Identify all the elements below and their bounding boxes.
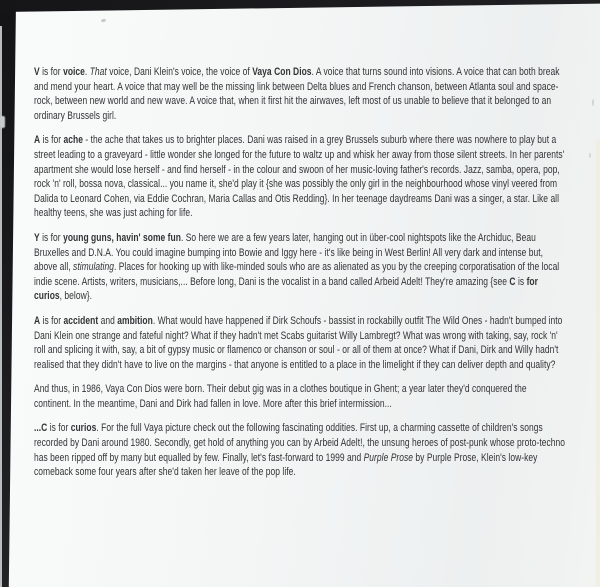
dust-speck [592,99,594,106]
text-run: accident [63,314,99,327]
text-run: Purple Prose [363,451,414,464]
text-run: is for [39,231,64,244]
text-run: is for [40,134,64,147]
text-run: is [515,275,527,288]
text-run: by Purple Prose, Klein's low-key comeback some four years after she'd taken her leave of the pop life. [34,451,538,479]
text-run: . [84,66,90,78]
text-run: ...C [34,422,48,435]
paragraph [34,421,565,479]
text-run: . For the full Vaya picture check out the following fascinating oddities. First up, a charming cassette of children's songs recorded by Dani around 1980. Secondly, get hold of anything you can by Arbeid Adelt!, the unsung heroes of post-punk whose proto-techno has been ripped off by many but equalled by few. Finally, let's fast-forward to 1999 and [34,422,566,464]
text-run: is for [47,422,71,435]
text-run: for curios [34,275,538,303]
text-run: , below}. [59,290,93,303]
paragraph [34,133,565,221]
dust-speck [101,18,107,22]
text-run: is for [40,314,64,327]
text-run: is for [39,66,64,78]
left-edge-notch [0,116,5,128]
liner-notes-text [34,65,565,480]
text-run: stimulating [73,261,114,274]
left-edge-highlight [0,26,2,587]
text-run: A [34,314,41,327]
paragraph [34,314,565,372]
dust-speck [589,153,591,158]
text-run: That [89,66,107,78]
paragraph [34,231,565,304]
text-run: voice, Dani Klein's voice, the voice of [106,66,253,78]
text-run: . What would have happened if Dirk Schoufs - bassist in rockabilly outfit The Wild Ones - hadn't bumped into Dani Klein one strange and fateful night? What if they hadn't met Scabs guitarist Willy Lambregt? What was wrong with taking, say, rock 'n' roll and splicing it with, say, a bit of gypsy music or flamenco or chanson or soul - or all of them at once? What if Dani, Dirk and Willy hadn't realised that they didn't have to live on the margins - that anyone is entitled to a place in the limelight if they can deliver depth and quality? [34,314,563,371]
text-run: and [98,314,118,327]
text-run: ambition [117,314,153,327]
text-run: Vaya Con Dios [252,66,312,78]
scan-edge-left [0,0,16,587]
text-run: . So here we are a few years later, hanging out in über-cool nightspots like the Archiduc, Beau Bruxelles and D.N.A. You could imagine bumping into Bowie and Iggy here - it's like being in West Berlin! All very dark and intense but, above all, [34,231,544,274]
scan-edge-top [0,0,600,12]
text-run: . A voice that turns sound into visions. A voice that can both break and mend your heart. A voice that may well be the missing link between Delta blues and French chanson, between Atlanta soul and space-rock, between new world and new wave. A voice that, when it first hit the airwaves, left most of us unable to believe that it belonged to an ordinary Brussels girl. [34,66,560,122]
text-run: Y [34,231,40,244]
text-run: . Places for hooking up with like-minded souls who are as alienated as you by the creeping corporatisation of the local indie scene. Artists, writers, musicians,... Before long, Dani is the vocalist in a band called Arbeid Adelt! They're amazing {see [34,261,560,288]
text-run: young guns, havin' some fun [63,231,181,244]
text-run: V [34,66,40,78]
paragraph [34,382,565,411]
text-run: And thus, in 1986, Vaya Con Dios were born. Their debut gig was in a clothes boutique in Ghent; a year later they'd conquered the continent. In the meantime, Dani and Dirk had fallen in love. More after this brief intermission... [34,383,527,410]
right-edge-warm-strip [596,140,600,587]
paragraph [34,65,565,123]
text-run: - the ache that takes us to brighter places. Dani was raised in a grey Brussels suburb where there was nowhere to play but a street leading to a graveyard - little wonder she longed for the future to waltz up and whisk her away from those silent streets. In her parents' apartment she would lose herself - and find herself - in the colour and swoon of her music-loving father's records. Jazz, samba, opera, pop, rock 'n' roll, bossa nova, classical... you name it, she'd play it {she was possibly the only girl in the neighbourhood whose vinyl veered from Dalida to Leonard Cohen, via Eddie Cochran, Maria Callas and Otis Redding}. In her teenage daydreams Dani was a singer, a star. Like all healthy teens, she was just aching for life. [34,134,565,220]
text-run: C [509,275,516,288]
text-run: A [34,134,41,147]
text-run: curios [70,422,97,435]
text-run: voice [63,66,85,78]
text-run: ache [63,134,84,147]
